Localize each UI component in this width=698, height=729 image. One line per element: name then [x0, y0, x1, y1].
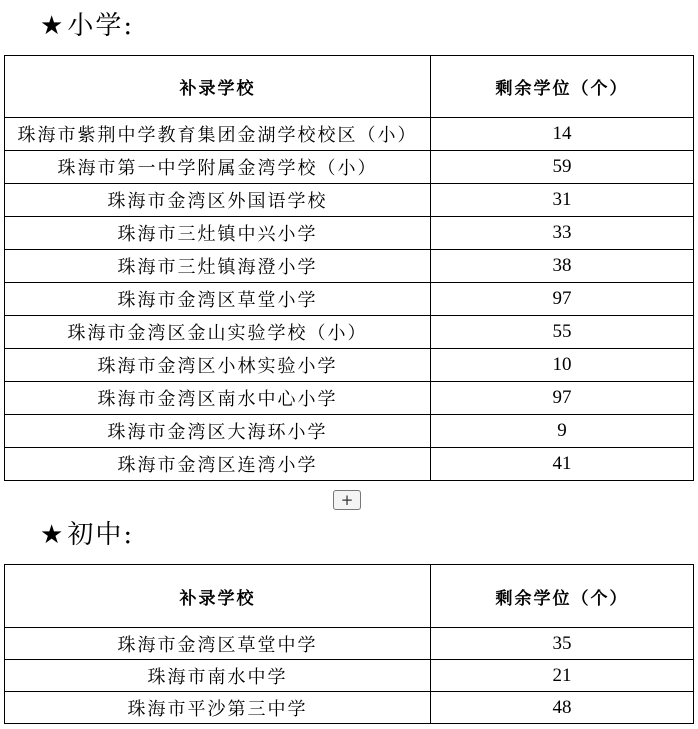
table-row — [5, 184, 694, 217]
school-name: 珠海市三灶镇海澄小学 — [5, 250, 431, 283]
table-header-row — [5, 56, 694, 118]
school-name: 珠海市平沙第三中学 — [5, 692, 431, 724]
table-row — [5, 118, 694, 151]
table-row — [5, 217, 694, 250]
table-row — [5, 692, 694, 724]
school-name: 珠海市第一中学附属金湾学校（小） — [5, 151, 431, 184]
middle-heading — [40, 520, 134, 550]
remaining-seats: 35 — [431, 628, 694, 660]
remaining-seats: 9 — [431, 415, 694, 448]
remaining-seats: 97 — [431, 382, 694, 415]
remaining-seats: 21 — [431, 660, 694, 692]
table-row — [5, 382, 694, 415]
table-row — [5, 448, 694, 481]
school-name: 珠海市金湾区草堂中学 — [5, 628, 431, 660]
school-name: 珠海市金湾区金山实验学校（小） — [5, 316, 431, 349]
school-name: 珠海市金湾区外国语学校 — [5, 184, 431, 217]
star-icon: ★ — [40, 520, 66, 550]
table-row — [5, 660, 694, 692]
column-header-seats: 剩余学位（个） — [431, 56, 694, 118]
remaining-seats: 14 — [431, 118, 694, 151]
middle-heading-text: 初中: — [67, 520, 135, 550]
table-header-row — [5, 565, 694, 628]
school-name: 珠海市金湾区连湾小学 — [5, 448, 431, 481]
remaining-seats: 38 — [431, 250, 694, 283]
table-row — [5, 283, 694, 316]
school-name: 珠海市金湾区小林实验小学 — [5, 349, 431, 382]
table-row — [5, 316, 694, 349]
table-row — [5, 628, 694, 660]
remaining-seats: 31 — [431, 184, 694, 217]
remaining-seats: 10 — [431, 349, 694, 382]
primary-school-table — [4, 55, 694, 481]
remaining-seats: 33 — [431, 217, 694, 250]
table-row — [5, 349, 694, 382]
remaining-seats: 55 — [431, 316, 694, 349]
expand-button[interactable]: + — [333, 490, 361, 510]
school-name: 珠海市金湾区草堂小学 — [5, 283, 431, 316]
school-name: 珠海市三灶镇中兴小学 — [5, 217, 431, 250]
star-icon: ★ — [40, 11, 66, 41]
school-name: 珠海市南水中学 — [5, 660, 431, 692]
table-row — [5, 415, 694, 448]
column-header-school: 补录学校 — [5, 565, 431, 628]
remaining-seats: 41 — [431, 448, 694, 481]
primary-heading-text: 小学: — [67, 11, 135, 41]
middle-school-table — [4, 564, 694, 724]
table-row — [5, 151, 694, 184]
remaining-seats: 97 — [431, 283, 694, 316]
primary-heading — [40, 11, 134, 41]
column-header-seats: 剩余学位（个） — [431, 565, 694, 628]
school-name: 珠海市紫荆中学教育集团金湖学校校区（小） — [5, 118, 431, 151]
column-header-school: 补录学校 — [5, 56, 431, 118]
remaining-seats: 59 — [431, 151, 694, 184]
remaining-seats: 48 — [431, 692, 694, 724]
school-name: 珠海市金湾区大海环小学 — [5, 415, 431, 448]
table-row — [5, 250, 694, 283]
school-name: 珠海市金湾区南水中心小学 — [5, 382, 431, 415]
